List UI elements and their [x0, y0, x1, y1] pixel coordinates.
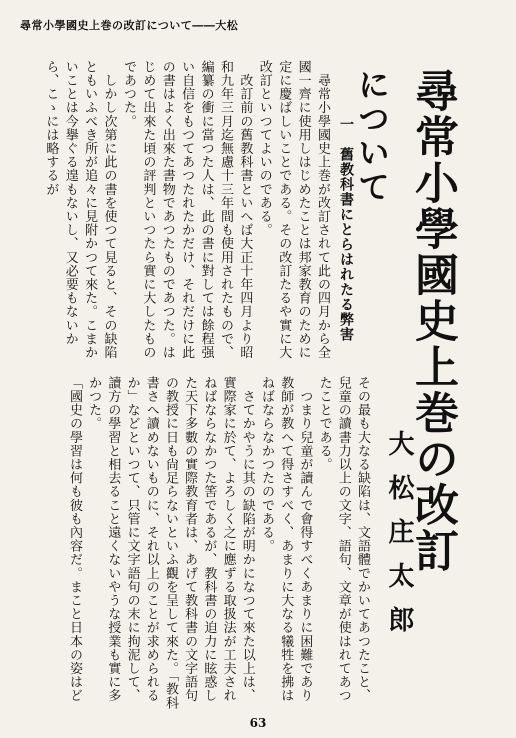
title-main: 尋常小學國史上巻の改訂	[407, 68, 458, 574]
running-head: 尋常小學國史上巻の改訂について――大松	[20, 19, 239, 32]
paragraph-national-history: 「國史の學習は何も彼も內容だ。まこと日本の姿はど	[66, 376, 82, 703]
paragraph-practitioners: さてかやうに其の缺陷が明かになつて來た以上は、實際家に於て、よろしく之に應ずる取扱法が工夫されねばならなかつた筈であるが、教科書の迫力に眩惑した天下多數の實際教育者は、あげて教科書の文字語句の教授に日も尙足らないといふ觀を呈して來た。「教科書さへ讀めないものに、それ以上のことが求められるか」などといつて、只管に文字語句の末に拘泥して、讀方の學習と相去ること遠くないやうな授業も實に多かつた。	[86, 376, 255, 710]
lower-body-text	[60, 376, 372, 712]
section-heading: 一 舊教科書にとらはれたる弊害	[338, 116, 354, 342]
paragraph-defects: しかし次第に此の書を使つて見ると、その缺陷ともいふべき所が追々に見附かつて來た。こまかいことは今擧ぐる遑もないし、又必要もないから、こゝには略するが	[43, 60, 117, 360]
paragraph-intro: 尋常小學國史上巻が改訂されて此の四月から全國一齊に使用しはじめたことは邦家教育のために定に慶ばしいことである。その改訂たるや實に大改訂といつてよいのである。	[256, 60, 330, 360]
paragraph-old-textbook: 改訂前の舊教科書といへば大正十年四月より昭和九年三月迄無慮十三年間も使用されたもので、編纂の衝に當つた人は、此の書に對しては餘程强い自信をもつてあつたれたかだけ、それだけに此の書はよく出來た書物であつたものであつた。はじめて出來た頃の評判といつたら實に大したものであつた。	[120, 60, 253, 360]
title-kana: について	[353, 68, 391, 204]
page-number: 63	[249, 716, 267, 730]
upper-body-text	[18, 60, 332, 360]
paragraph-difficulty: つまり兒童が讀んで會得すべくあまりに困難であり教師が教へて得さすべく、あまりに大なる犧牲を拂はねばならなかつたのである。	[258, 376, 313, 703]
author-name: 大松庄太郎	[384, 430, 414, 650]
paragraph-biggest-defect: その最も大なる缺陷は、文語體でかいてあつたこと、兒童の讀書力以上の文字、語句、文章が使はれてあつたことである。	[316, 376, 370, 703]
